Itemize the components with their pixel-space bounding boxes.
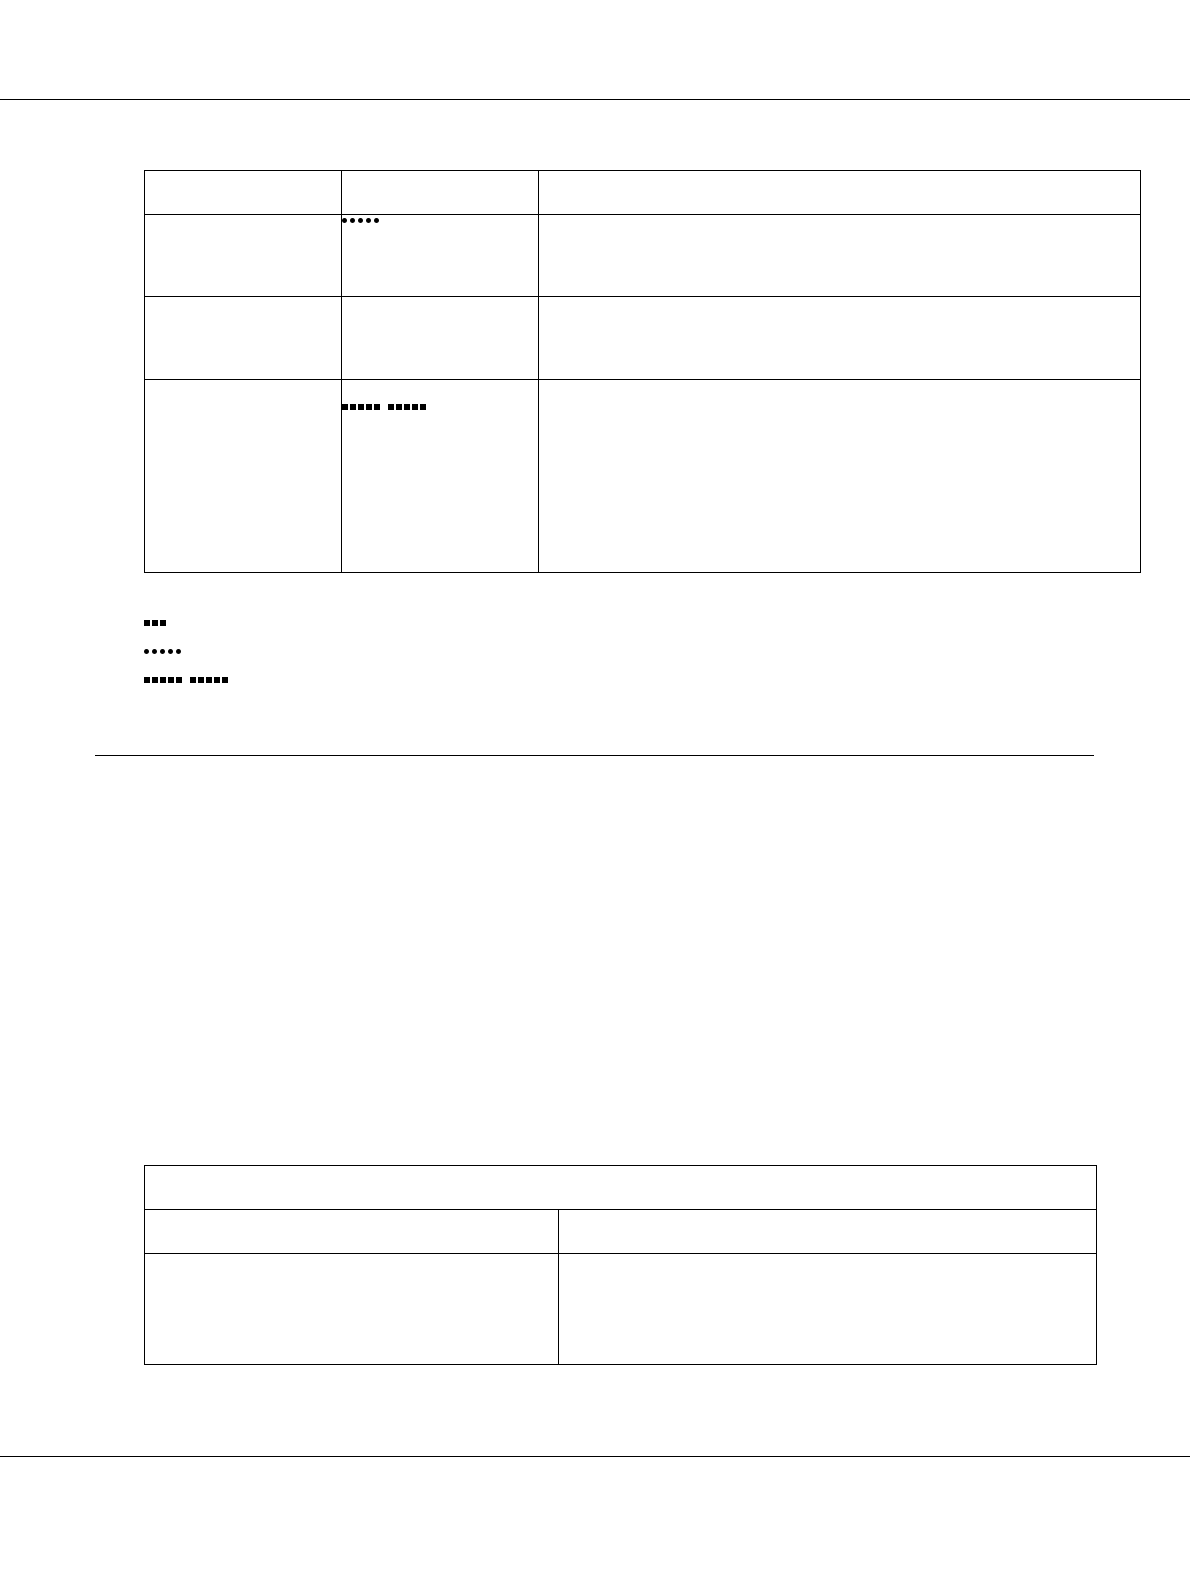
square-mark: [160, 620, 166, 626]
table-cell: [559, 1254, 1097, 1365]
square-mark: [206, 677, 212, 683]
square-pattern-icon: [144, 618, 168, 628]
info-table: [144, 1165, 1097, 1365]
dot-mark: [176, 649, 181, 654]
dot-mark: [160, 649, 165, 654]
legend-item: [144, 646, 184, 656]
table-cell: [145, 297, 342, 380]
table-cell: [145, 380, 342, 573]
square-mark: [152, 620, 158, 626]
square-pattern-icon: [342, 402, 538, 412]
dot-mark: [350, 218, 355, 223]
square-mark: [176, 677, 182, 683]
footer-rule: [0, 1456, 1190, 1457]
table-cell: [145, 1254, 559, 1365]
table-cell: [342, 380, 539, 573]
square-mark: [396, 404, 402, 410]
table-cell: [539, 380, 1141, 573]
section-divider: [95, 755, 1094, 756]
table-cell: [539, 171, 1141, 215]
table-cell: [342, 297, 539, 380]
square-mark: [404, 404, 410, 410]
table-row: [145, 297, 1141, 380]
dot-mark: [342, 218, 347, 223]
table-row: [145, 171, 1141, 215]
square-mark: [412, 404, 418, 410]
table-row: [145, 380, 1141, 573]
square-mark: [366, 404, 372, 410]
square-mark: [420, 404, 426, 410]
table-cell: [342, 171, 539, 215]
table-cell: [145, 171, 342, 215]
dot-mark: [358, 218, 363, 223]
square-pattern-icon: [144, 675, 230, 685]
legend-item: [144, 618, 168, 628]
table-header-cell: [145, 1166, 1097, 1210]
dot-mark: [168, 649, 173, 654]
square-mark: [350, 404, 356, 410]
dot-mark: [374, 218, 379, 223]
pattern-table: [144, 170, 1141, 573]
square-mark: [144, 677, 150, 683]
table-cell: [539, 297, 1141, 380]
square-mark: [374, 404, 380, 410]
square-mark: [358, 404, 364, 410]
dot-pattern-icon: [342, 215, 538, 225]
square-mark: [190, 677, 196, 683]
dot-pattern-icon: [144, 646, 184, 656]
table-cell: [539, 215, 1141, 297]
table-cell: [342, 215, 539, 297]
square-mark: [198, 677, 204, 683]
table-header-row: [145, 1166, 1097, 1210]
square-mark: [342, 404, 348, 410]
table-row: [145, 1254, 1097, 1365]
header-rule: [0, 99, 1190, 100]
square-mark: [168, 677, 174, 683]
dot-mark: [144, 649, 149, 654]
legend-item: [144, 675, 230, 685]
square-mark: [222, 677, 228, 683]
square-mark: [388, 404, 394, 410]
square-mark: [152, 677, 158, 683]
dot-mark: [152, 649, 157, 654]
table-cell: [145, 1210, 559, 1254]
square-mark: [160, 677, 166, 683]
square-mark: [214, 677, 220, 683]
dot-mark: [366, 218, 371, 223]
square-mark: [144, 620, 150, 626]
table-row: [145, 1210, 1097, 1254]
table-cell: [559, 1210, 1097, 1254]
table-cell: [145, 215, 342, 297]
table-row: [145, 215, 1141, 297]
